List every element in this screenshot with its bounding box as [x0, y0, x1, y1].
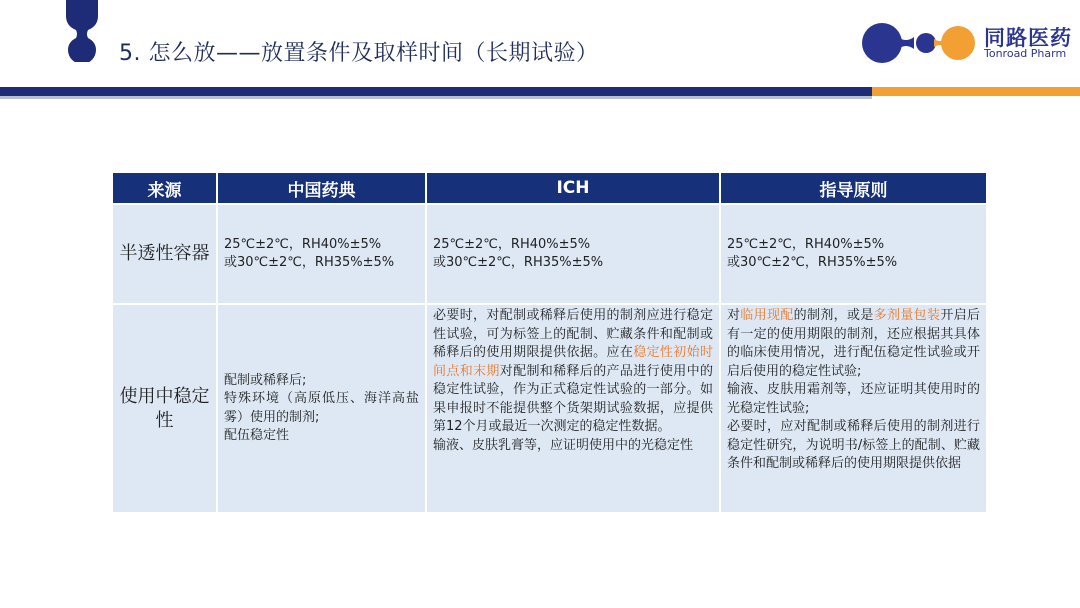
table-cell: [720, 304, 987, 512]
condition-line: 25℃±2℃，RH40%±5%: [224, 236, 382, 252]
stability-conditions-table: [113, 173, 988, 512]
table-header-row: [113, 173, 987, 204]
ich-paragraph: 输液、皮肤乳膏等，应证明使用中的光稳定性: [433, 437, 694, 453]
column-header-chinese-pharmacopoeia: 中国药典: [217, 173, 426, 204]
condition-line: 25℃±2℃，RH40%±5%: [433, 236, 591, 252]
condition-line: 特殊环境（高原低压、海洋高盐雾）使用的制剂;: [224, 391, 419, 425]
ich-paragraph: [433, 307, 713, 437]
logo-mark-icon: [860, 20, 980, 68]
company-logo: [860, 20, 1070, 68]
highlight-text: 临用现配: [740, 308, 794, 323]
logo-name-en: Tonroad Pharm: [984, 47, 1067, 60]
guideline-paragraph: [727, 307, 980, 381]
header-bar-blue: [0, 87, 872, 96]
condition-line: 或30℃±2℃，RH35%±5%: [224, 255, 395, 270]
condition-line: 25℃±2℃，RH40%±5%: [727, 236, 885, 252]
table-row: [113, 304, 987, 512]
condition-line: 配制或稀释后;: [224, 372, 307, 388]
guideline-paragraph: 必要时，应对配制或稀释后使用的制剂进行稳定性研究，为说明书/标签上的配制、贮藏条件和配制或稀释后的使用期限提供依据: [727, 419, 980, 471]
table-row: [113, 204, 987, 304]
paragraph-text: 对: [727, 308, 741, 323]
header-bar-orange: [872, 87, 1080, 96]
paragraph-text: 对配制和稀释后的产品进行使用中的稳定性试验，作为正式稳定性试验的一部分。如果申报时不能提供整个货架期试验数据，应提供第12个月或最近一次测定的稳定性数据。: [433, 363, 713, 434]
table-cell: [426, 204, 720, 304]
column-header-ich: ICH: [426, 173, 720, 204]
paragraph-text: 开启后有一定的使用期限的制剂，还应根据其具体的临床使用情况，进行配伍稳定性试验或开启后使用的稳定性试验;: [727, 308, 980, 379]
paragraph-text: 的制剂，或是: [793, 308, 874, 323]
paragraph-text: 必要时，对配制或稀释后使用的制剂应进行稳定性试验，可为标签上的配制、贮藏条件和配制或稀释后的使用期限提供依据。应在: [433, 308, 713, 360]
logo-name-cn: 同路医药: [984, 26, 1072, 50]
guideline-paragraph: 输液、皮肤用霜剂等，还应证明其使用时的光稳定性试验;: [727, 382, 980, 416]
condition-line: 或30℃±2℃，RH35%±5%: [433, 255, 604, 270]
row-source-cell: 半透性容器: [113, 204, 217, 304]
top-decoration-icon: [62, 0, 102, 62]
column-header-guideline: 指导原则: [720, 173, 987, 204]
header-bar-gray: [0, 96, 872, 99]
highlight-text: 稳定性初始时间点和末期: [433, 345, 713, 379]
page-title: 5. 怎么放——放置条件及取样时间（长期试验）: [119, 41, 599, 66]
table-cell: [720, 204, 987, 304]
table-cell: [217, 304, 426, 512]
condition-line: 或30℃±2℃，RH35%±5%: [727, 255, 898, 270]
highlight-text: 多剂量包装: [873, 308, 941, 323]
condition-line: 配伍稳定性: [224, 428, 290, 443]
row-source-cell: 使用中稳定性: [113, 304, 217, 512]
table-cell: [217, 204, 426, 304]
column-header-source: 来源: [113, 173, 217, 204]
table-cell: [426, 304, 720, 512]
